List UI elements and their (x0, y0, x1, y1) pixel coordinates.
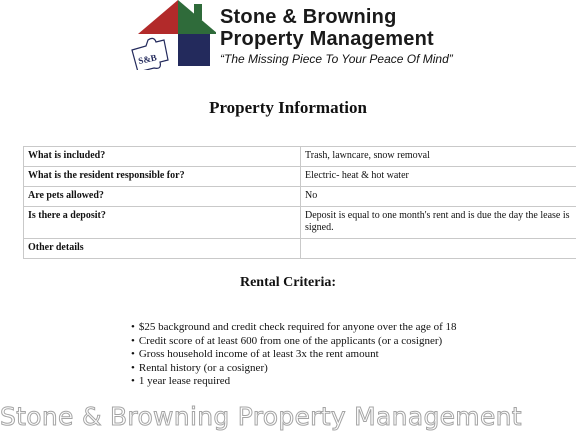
logo-text: S&B (137, 52, 158, 66)
question-cell: Other details (24, 239, 301, 259)
brand-block (220, 6, 550, 67)
table-row (24, 207, 576, 239)
watermark-text: Stone & Browning Property Management (0, 402, 522, 431)
table-row (24, 187, 576, 207)
list-item: • 1 year lease required (131, 375, 457, 389)
table-row (24, 167, 576, 187)
question-cell: Is there a deposit? (24, 207, 301, 239)
answer-cell: Trash, lawncare, snow removal (301, 147, 576, 167)
answer-cell (301, 239, 576, 259)
list-item: • $25 background and credit check required for anyone over the age of 18 (131, 321, 457, 335)
property-info-table (23, 146, 576, 259)
answer-cell: Deposit is equal to one month's rent and is due the day the lease is signed. (301, 207, 576, 239)
question-cell: What is included? (24, 147, 301, 167)
table-row (24, 147, 576, 167)
list-item: • Credit score of at least 600 from one of the applicants (or a cosigner) (131, 335, 457, 349)
company-logo (126, 0, 216, 70)
brand-name-line1: Stone & Browning (220, 6, 397, 28)
rental-criteria-list (131, 321, 457, 389)
question-cell: Are pets allowed? (24, 187, 301, 207)
question-cell: What is the resident responsible for? (24, 167, 301, 187)
brand-tagline: “The Missing Piece To Your Peace Of Mind” (220, 52, 453, 66)
property-info-title: Property Information (209, 98, 367, 117)
answer-cell: No (301, 187, 576, 207)
list-item: • Rental history (or a cosigner) (131, 362, 457, 376)
list-item: • Gross household income of at least 3x the rent amount (131, 348, 457, 362)
table-row (24, 239, 576, 259)
rental-criteria-title: Rental Criteria: (239, 275, 337, 290)
puzzle-house-logo-icon (126, 0, 216, 70)
brand-name-line2: Property Management (220, 28, 434, 50)
answer-cell: Electric- heat & hot water (301, 167, 576, 187)
